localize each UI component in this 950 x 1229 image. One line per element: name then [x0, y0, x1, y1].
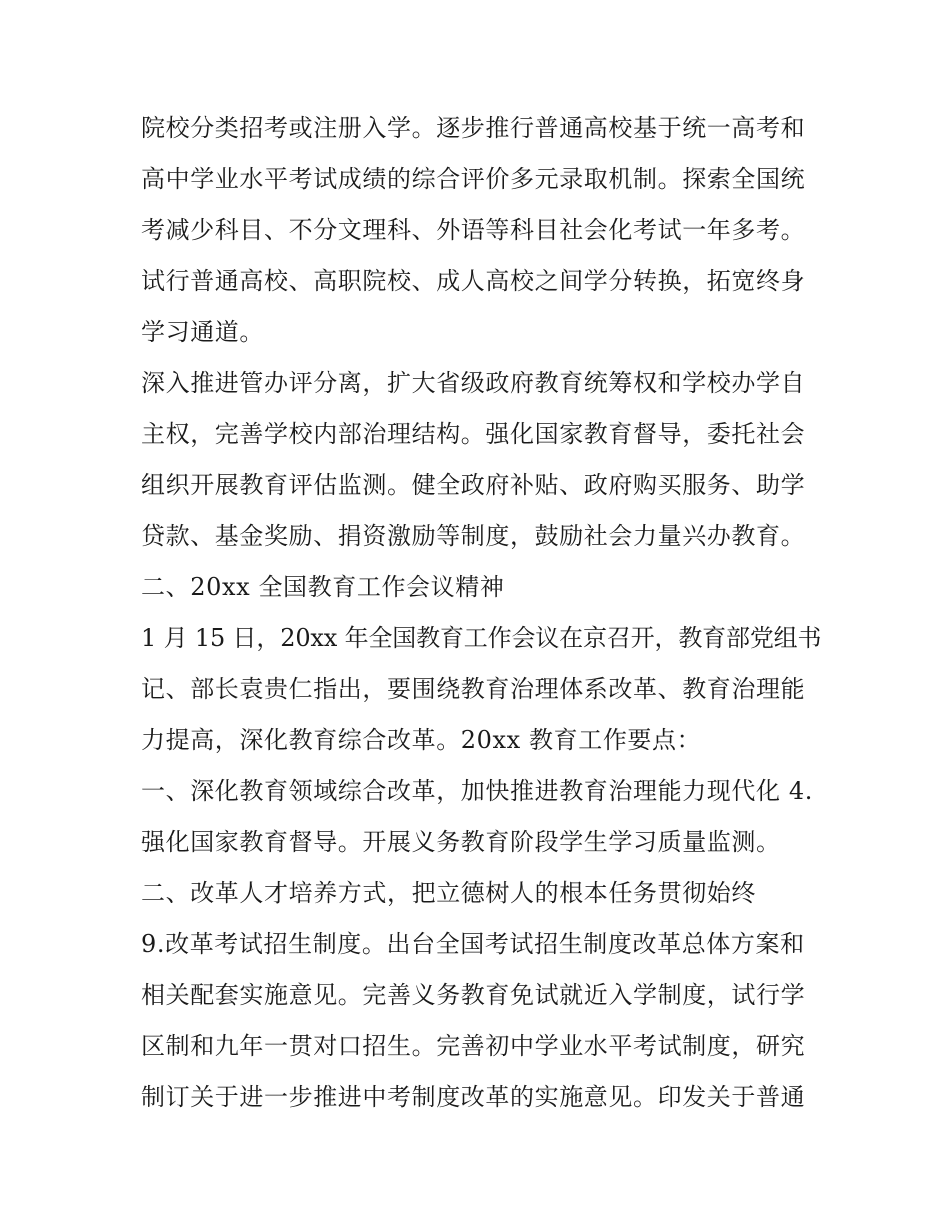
text-line: 贷款、基金奖励、捐资激励等制度，鼓励社会力量兴办教育。	[141, 522, 806, 550]
text-line: 一、深化教育领域综合改革，加快推进教育治理能力现代化 4.	[141, 777, 813, 805]
text-line: 深入推进管办评分离，扩大省级政府教育统筹权和学校办学自	[141, 369, 806, 397]
text-line: 强化国家教育督导。开展义务教育阶段学生学习质量监测。	[141, 828, 781, 856]
text-line: 制订关于进一步推进中考制度改革的实施意见。印发关于普通	[141, 1083, 806, 1111]
text-line: 组织开展教育评估监测。健全政府补贴、政府购买服务、助学	[141, 471, 806, 499]
body-text	[141, 103, 821, 1123]
text-line: 主权，完善学校内部治理结构。强化国家教育督导，委托社会	[141, 420, 806, 448]
section-heading: 二、20xx 全国教育工作会议精神	[141, 573, 505, 601]
text-line: 记、部长袁贵仁指出，要围绕教育治理体系改革、教育治理能	[141, 675, 806, 703]
text-line: 相关配套实施意见。完善义务教育免试就近入学制度，试行学	[141, 981, 806, 1009]
text-line: 力提高，深化教育综合改革。20xx 教育工作要点：	[141, 726, 702, 754]
text-line: 考减少科目、不分文理科、外语等科目社会化考试一年多考。	[141, 216, 806, 244]
section-heading: 二、改革人才培养方式，把立德树人的根本任务贯彻始终	[141, 879, 756, 907]
text-line: 院校分类招考或注册入学。逐步推行普通高校基于统一高考和	[141, 114, 806, 142]
text-line: 1 月 15 日，20xx 年全国教育工作会议在京召开，教育部党组书	[141, 624, 822, 652]
text-line: 9.改革考试招生制度。出台全国考试招生制度改革总体方案和	[141, 930, 805, 958]
text-line: 高中学业水平考试成绩的综合评价多元录取机制。探索全国统	[141, 165, 806, 193]
text-line: 区制和九年一贯对口招生。完善初中学业水平考试制度，研究	[141, 1032, 806, 1060]
text-line: 学习通道。	[141, 318, 264, 346]
text-line: 试行普通高校、高职院校、成人高校之间学分转换，拓宽终身	[141, 267, 806, 295]
